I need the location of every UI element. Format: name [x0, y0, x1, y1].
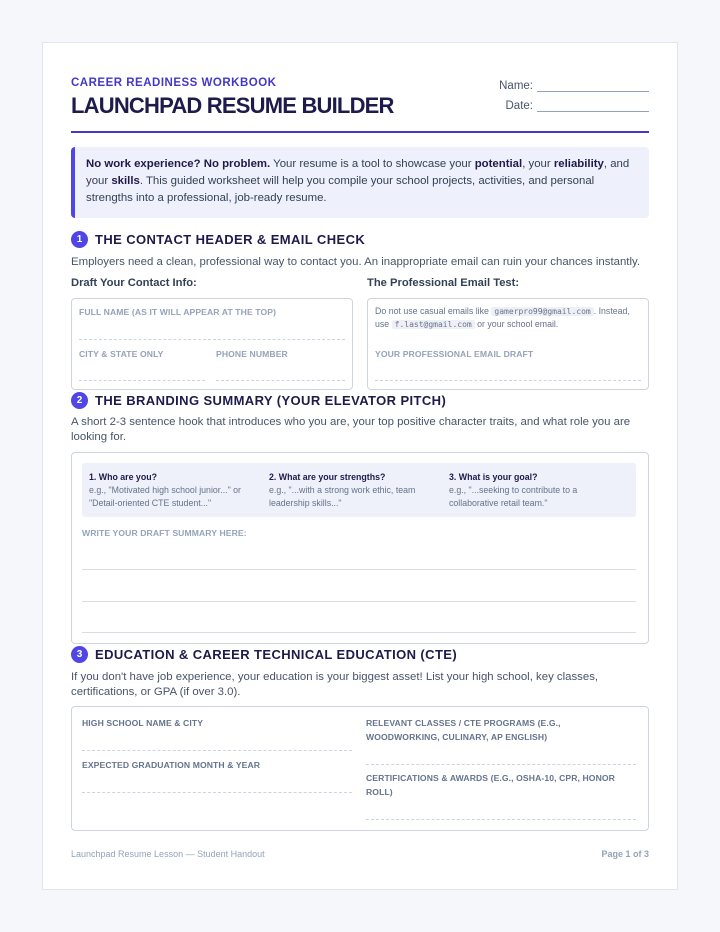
summary-writing-line[interactable]: [82, 569, 636, 570]
page-title: LAUNCHPAD RESUME BUILDER: [71, 93, 394, 118]
prompt-question: 1. Who are you?: [89, 472, 157, 482]
summary-draft-label: WRITE YOUR DRAFT SUMMARY HERE:: [82, 528, 247, 538]
footer-lesson-title: Launchpad Resume Lesson — Student Handout: [71, 849, 265, 859]
workbook-eyebrow: CAREER READINESS WORKBOOK: [71, 77, 277, 89]
section-3-header: [71, 646, 457, 663]
section-2-header: [71, 392, 446, 409]
email-guidance: [375, 305, 637, 331]
good-email-example: f.last@gmail.com: [392, 320, 475, 329]
email-note-text: Do not use casual emails like: [375, 306, 492, 316]
intro-text: Your resume is a tool to showcase your: [270, 158, 475, 170]
summary-box: [71, 452, 649, 644]
bad-email-example: gamerpro99@gmail.com: [491, 307, 593, 316]
title-divider: [71, 131, 649, 133]
section-description: Employers need a clean, professional way to contact you. An inappropriate email can ruin your chances instantly.: [71, 256, 641, 268]
section-number-badge: 3: [71, 646, 88, 663]
section-number-badge: 1: [71, 231, 88, 248]
date-label: Date:: [505, 100, 533, 112]
section-title: EDUCATION & CAREER TECHNICAL EDUCATION (CTE): [95, 647, 458, 662]
prompt-strengths: [269, 471, 449, 517]
summary-prompts: [82, 463, 636, 517]
intro-keyword: potential: [474, 158, 523, 170]
graduation-label: EXPECTED GRADUATION MONTH & YEAR: [82, 760, 261, 770]
name-line[interactable]: [537, 82, 649, 92]
prompt-example: e.g., "...with a strong work ethic, team leadership skills...": [269, 485, 416, 508]
email-note-text: or your school email.: [474, 319, 559, 329]
city-state-line[interactable]: [79, 380, 205, 381]
email-draft-label: YOUR PROFESSIONAL EMAIL DRAFT: [375, 349, 534, 359]
draft-contact-label: Draft Your Contact Info:: [71, 277, 197, 289]
section-description: If you don't have job experience, your education is your biggest asset! List your high school, key classes, certifications, or GPA (if over 3.0).: [71, 671, 599, 698]
full-name-line[interactable]: [79, 339, 345, 340]
full-name-label: FULL NAME (AS IT WILL APPEAR AT THE TOP): [79, 307, 277, 317]
intro-text: . This guided worksheet will help you compile your school projects, activities, and personal strengths into a professional, job-ready resume.: [86, 175, 595, 204]
summary-writing-line[interactable]: [82, 601, 636, 602]
prompt-question: 2. What are your strengths?: [269, 472, 386, 482]
certifications-label: CERTIFICATIONS & AWARDS (E.G., OSHA-10, CPR, HONOR ROLL): [366, 773, 615, 797]
intro-keyword: skills: [111, 175, 140, 187]
page-number: Page 1 of 3: [601, 849, 649, 859]
prompt-goal: [449, 471, 629, 517]
section-title: THE BRANDING SUMMARY (YOUR ELEVATOR PITCH): [95, 393, 447, 408]
education-box: [71, 706, 649, 831]
worksheet-page: [42, 42, 678, 890]
school-line[interactable]: [82, 750, 352, 751]
email-test-label: The Professional Email Test:: [367, 277, 520, 289]
school-label: HIGH SCHOOL NAME & CITY: [82, 718, 204, 728]
section-1-header: [71, 231, 365, 248]
city-state-label: CITY & STATE ONLY: [79, 349, 164, 359]
section-number-badge: 2: [71, 392, 88, 409]
section-title: THE CONTACT HEADER & EMAIL CHECK: [95, 232, 366, 247]
prompt-who: [89, 471, 269, 517]
email-note-text: . Instead, use: [375, 306, 630, 329]
phone-line[interactable]: [216, 380, 345, 381]
prompt-question: 3. What is your goal?: [449, 472, 538, 482]
intro-text: , and your: [86, 158, 630, 187]
name-field[interactable]: [499, 80, 649, 92]
intro-callout: [71, 147, 649, 218]
summary-writing-line[interactable]: [82, 632, 636, 633]
email-test-box: [367, 298, 649, 390]
date-line[interactable]: [537, 102, 649, 112]
date-field[interactable]: [506, 100, 650, 112]
phone-label: PHONE NUMBER: [216, 349, 288, 359]
email-draft-line[interactable]: [375, 380, 641, 381]
name-label: Name:: [499, 80, 533, 92]
contact-info-box: [71, 298, 353, 390]
classes-line[interactable]: [366, 764, 636, 765]
graduation-line[interactable]: [82, 792, 352, 793]
certifications-line[interactable]: [366, 819, 636, 820]
intro-text: , your: [522, 158, 554, 170]
classes-label: RELEVANT CLASSES / CTE PROGRAMS (E.G., WOODWORKING, CULINARY, AP ENGLISH): [366, 718, 561, 742]
prompt-example: e.g., "Motivated high school junior..." or "Detail-oriented CTE student...": [89, 485, 241, 508]
intro-keyword: reliability: [553, 158, 604, 170]
intro-lead: No work experience? No problem.: [86, 158, 271, 170]
section-description: A short 2-3 sentence hook that introduces who you are, your top positive character traits, and what role you are looking for.: [71, 416, 631, 443]
prompt-example: e.g., "...seeking to contribute to a collaborative retail team.": [449, 485, 578, 508]
